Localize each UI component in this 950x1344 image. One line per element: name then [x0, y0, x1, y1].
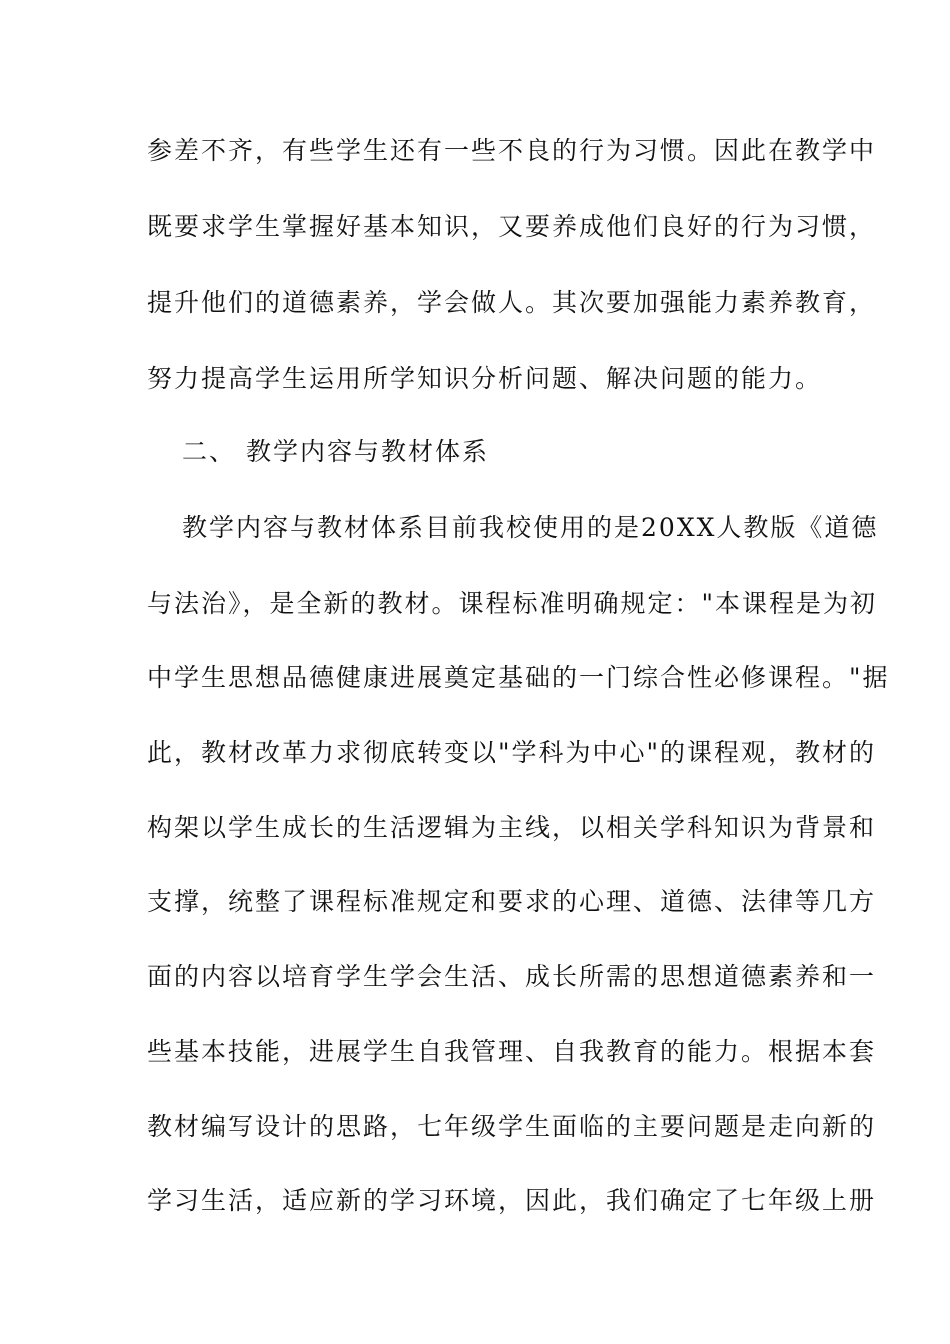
paragraph-line: 教材编写设计的思路，七年级学生面临的主要问题是走向新的 — [147, 1112, 877, 1141]
paragraph-line: 提升他们的道德素养，学会做人。其次要加强能力素养教育， — [147, 288, 877, 317]
paragraph-line: 些基本技能，进展学生自我管理、自我教育的能力。根据本套 — [147, 1037, 877, 1066]
paragraph-line: 支撑，统整了课程标准规定和要求的心理、道德、法律等几方 — [147, 887, 877, 916]
paragraph-line: 构架以学生成长的生活逻辑为主线，以相关学科知识为背景和 — [147, 813, 877, 842]
paragraph-line: 面的内容以培育学生学会生活、成长所需的思想道德素养和一 — [147, 962, 877, 991]
paragraph-line: 参差不齐，有些学生还有一些不良的行为习惯。因此在教学中 — [147, 136, 877, 165]
paragraph-line: 教学内容与教材体系目前我校使用的是20XX人教版《道德 — [182, 513, 879, 542]
paragraph-line: 此，教材改革力求彻底转变以"学科为中心"的课程观，教材的 — [147, 738, 877, 767]
paragraph-line: 既要求学生掌握好基本知识，又要养成他们良好的行为习惯， — [147, 212, 877, 241]
paragraph-line: 学习生活，适应新的学习环境，因此，我们确定了七年级上册 — [147, 1186, 877, 1215]
paragraph-line: 努力提高学生运用所学知识分析问题、解决问题的能力。 — [147, 364, 823, 393]
paragraph-line: 中学生思想品德健康进展奠定基础的一门综合性必修课程。"据 — [147, 663, 890, 692]
paragraph-line: 与法治》，是全新的教材。课程标准明确规定："本课程是为初 — [147, 589, 878, 618]
section-heading: 二、 教学内容与教材体系 — [182, 437, 489, 466]
